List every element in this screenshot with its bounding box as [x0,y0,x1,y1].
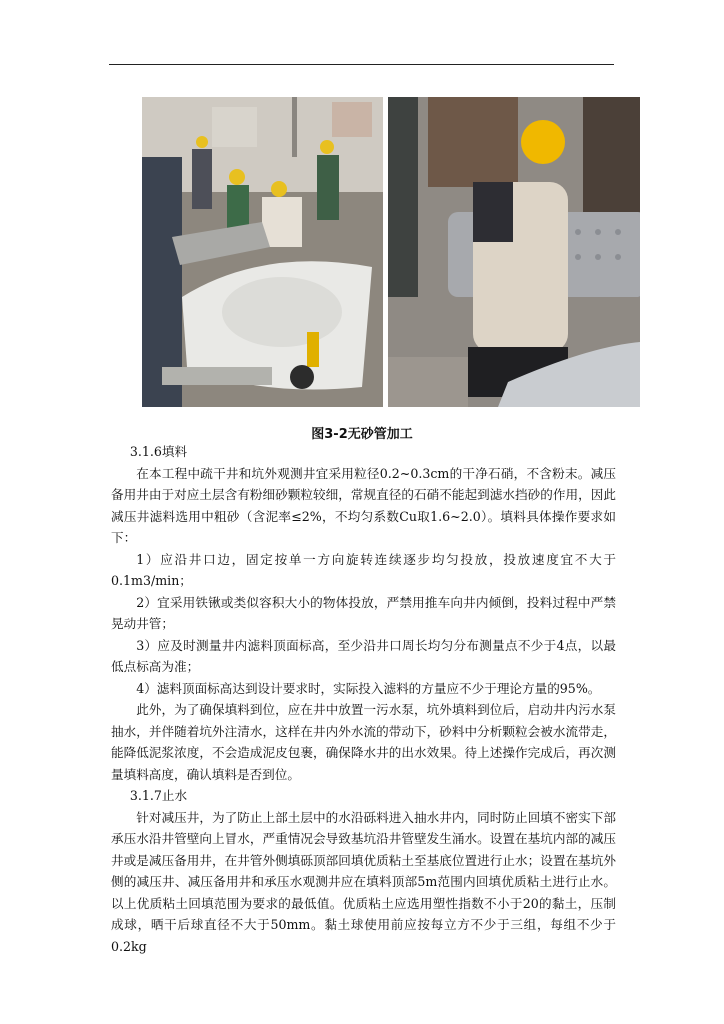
header-rule [109,64,614,65]
paragraph-fill-step-1: 1）应沿井口边，固定按单一方向旋转连续逐步均匀投放，投放速度宜不大于0.1m3/min； [111,551,616,588]
paragraph-fill-pump: 此外，为了确保填料到位，应在井中放置一污水泵，坑外填料到位后，启动井内污水泵抽水，并伴随着坑外注清水，这样在井内外水流的带动下，砂料中分析颗粒会被水流带走，能降低泥浆浓度，不会造成泥皮包裹，确保降水井的出水效果。待上述操作完成后，再次测量填料高度，确认填料是否到位。 [111,702,616,782]
construction-site-photo-right [388,97,640,407]
section-heading-water-stop: 3.1.7止水 [129,788,188,803]
construction-site-photo-left [142,97,383,407]
paragraph-water-stop: 针对减压井，为了防止上部土层中的水沿砾料进入抽水井内，同时防止回填不密实下部承压水沿井管壁向上冒水，严重情况会导致基坑沿井管壁发生涌水。设置在基坑内部的减压井或是减压备用井，在井管外侧填砾顶部回填优质粘土至基底位置进行止水；设置在基坑外侧的减压井、减压备用井和承压水观测井应在填料顶部5m范围内回填优质粘土进行止水。以上优质粘土回填范围为要求的最低值。优质粘土应选用塑性指数不小于20的黏土，压制成球，晒干后球直径不大于50mm。黏土球使用前应按每立方不少于三组，每组不少于0.2kg [111,809,616,954]
paragraph-fill-step-2: 2）宜采用铁锹或类似容积大小的物体投放，严禁用推车向井内倾倒，投料过程中严禁晃动井管； [111,594,616,631]
paragraph-fill-intro: 在本工程中疏干井和坑外观测井宜采用粒径0.2~0.3cm的干净石硝，不含粉末。减压备用井由于对应土层含有粉细砂颗粒较细，常规直径的石硝不能起到滤水挡砂的作用，因此减压井滤料选用中粗砂（含泥率≤2%，不均匀系数Cu取1.6~2.0）。填料具体操作要求如下： [111,465,616,545]
paragraph-fill-step-4: 4）滤料顶面标高达到设计要求时，实际投入滤料的方量应不少于理论方量的95%。 [136,680,601,696]
paragraph-fill-step-3: 3）应及时测量井内滤料顶面标高，至少沿井口周长均匀分布测量点不少于4点，以最低点标高为准； [111,637,616,674]
body-text [111,441,616,957]
figure-caption: 图3-2无砂管加工 [311,427,413,442]
section-heading-fill: 3.1.6填料 [129,444,188,459]
